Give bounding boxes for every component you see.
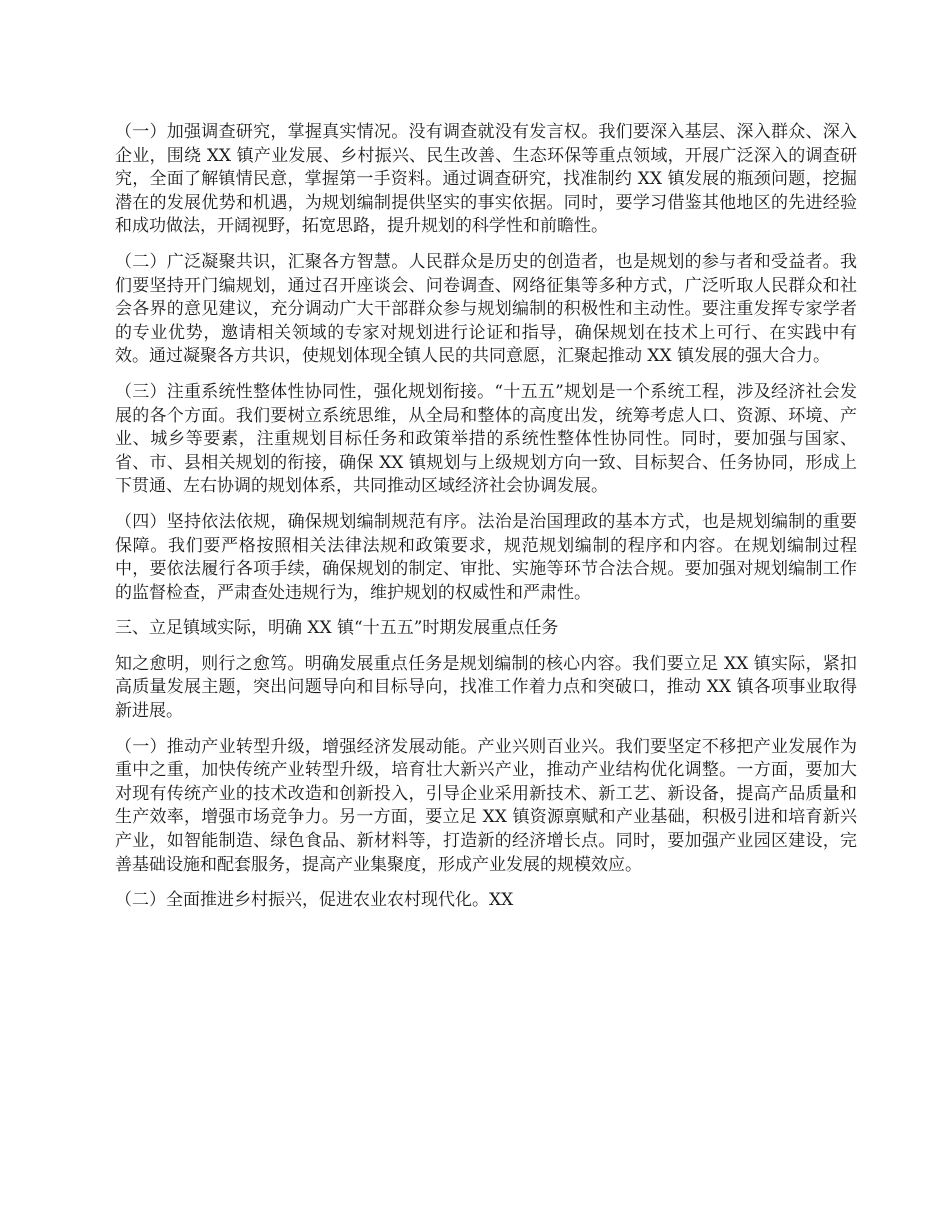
- section-heading-three: 三、立足镇域实际，明确 XX 镇“十五五”时期发展重点任务: [115, 618, 559, 639]
- paragraph-investigation: （一）加强调查研究，掌握真实情况。没有调查就没有发言权。我们要深入基层、深入群众、深入企业，围绕 XX 镇产业发展、乡村振兴、民生改善、生态环保等重点领域，开展广泛深入的调查研究，全面了解镇情民意，掌握第一手资料。通过调查研究，找准制约 XX 镇发展的瓶颈问题，挖掘潜在的发展优势和机遇，为规划编制提供坚实的事实依据。同时，要学习借鉴其他地区的先进经验和成功做法，开阔视野，拓宽思路，提升规划的科学性和前瞻性。: [115, 122, 857, 237]
- paragraph-rule-of-law: （四）坚持依法依规，确保规划编制规范有序。法治是治国理政的基本方式，也是规划编制的重要保障。我们要严格按照相关法律法规和政策要求，规范规划编制的程序和内容。在规划编制过程中，要依法履行各项手续，确保规划的制定、审批、实施等环节合法合规。要加强对规划编制工作的监督检查，严肃查处违规行为，维护规划的权威性和严肃性。: [115, 511, 857, 603]
- paragraph-coordination: （三）注重系统性整体性协同性，强化规划衔接。“十五五”规划是一个系统工程，涉及经济社会发展的各个方面。我们要树立系统思维，从全局和整体的高度出发，统筹考虑人口、资源、环境、产业、城乡等要素，注重规划目标任务和政策举措的系统性整体性协同性。同时，要加强与国家、省、市、县相关规划的衔接，确保 XX 镇规划与上级规划方向一致、目标契合、任务协同，形成上下贯通、左右协调的规划体系，共同推动区域经济社会协调发展。: [115, 381, 857, 497]
- paragraph-key-tasks-intro: 知之愈明，则行之愈笃。明确发展重点任务是规划编制的核心内容。我们要立足 XX 镇实际，紧扣高质量发展主题，突出问题导向和目标导向，找准工作着力点和突破口，推动 XX 镇各项事业取得新进展。: [115, 653, 857, 722]
- paragraph-industry-upgrade: （一）推动产业转型升级，增强经济发展动能。产业兴则百业兴。我们要坚定不移把产业发展作为重中之重，加快传统产业转型升级，培育壮大新兴产业，推动产业结构优化调整。一方面，要加大对现有传统产业的技术改造和创新投入，引导企业采用新技术、新工艺、新设备，提高产品质量和生产效率，增强市场竞争力。另一方面，要立足 XX 镇资源禀赋和产业基础，积极引进和培育新兴产业，如智能制造、绿色食品、新材料等，打造新的经济增长点。同时，要加强产业园区建设，完善基础设施和配套服务，提高产业集聚度，形成产业发展的规模效应。: [115, 736, 857, 875]
- paragraph-rural-revitalization: （二）全面推进乡村振兴，促进农业农村现代化。XX: [115, 890, 514, 911]
- paragraph-consensus: （二）广泛凝聚共识，汇聚各方智慧。人民群众是历史的创造者，也是规划的参与者和受益者。我们要坚持开门编规划，通过召开座谈会、问卷调查、网络征集等多种方式，广泛听取人民群众和社会各界的意见建议，充分调动广大干部群众参与规划编制的积极性和主动性。要注重发挥专家学者的专业优势，邀请相关领域的专家对规划进行论证和指导，确保规划在技术上可行、在实践中有效。通过凝聚各方共识，使规划体现全镇人民的共同意愿，汇聚起推动 XX 镇发展的强大合力。: [115, 251, 857, 367]
- document-body: [115, 121, 857, 925]
